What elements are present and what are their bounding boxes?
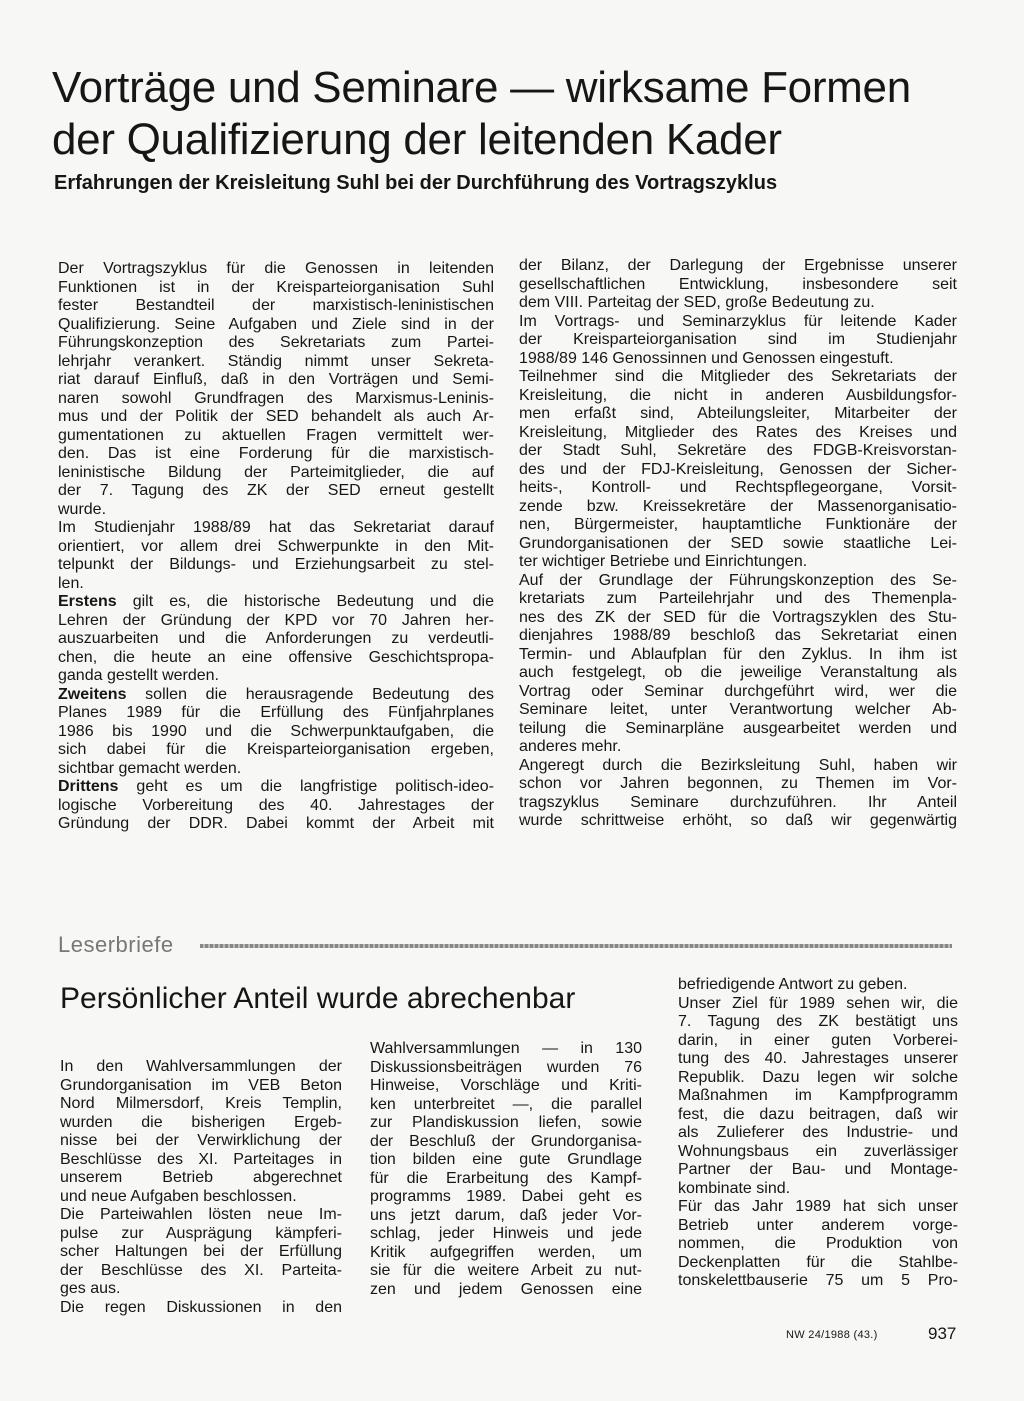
bold-lead-word: Drittens bbox=[58, 778, 119, 795]
text-line: Maßnahmen im Kampfprogramm bbox=[678, 1087, 958, 1104]
text-line: uns jetzt darum, daß jeder Vor- bbox=[370, 1206, 642, 1224]
text-line: Betrieb unter anderem vorge- bbox=[678, 1216, 958, 1234]
text-line: unserem Betrieb abgerechnet bbox=[60, 1169, 342, 1186]
text-line: fester Bestandteil der marxistisch-leninistischen bbox=[58, 297, 494, 314]
text-line: Im Studienjahr 1988/89 hat das Sekretariat darauf bbox=[58, 519, 494, 536]
text-line: dem VIII. Parteitag der SED, große Bedeutung zu. bbox=[519, 294, 875, 311]
text-line: Die Parteiwahlen lösten neue Im- bbox=[60, 1206, 342, 1223]
text-line: Für das Jahr 1989 hat sich unser bbox=[678, 1198, 958, 1215]
text-line: Grundorganisationen der SED sowie staatliche Lei- bbox=[519, 534, 957, 552]
text-line: men erfaßt sind, Abteilungsleiter, Mitarbeiter der bbox=[519, 405, 957, 422]
text-line bbox=[58, 686, 494, 705]
text-line: kombinate sind. bbox=[678, 1179, 791, 1197]
text-line: lehrjahr verankert. Ständig nimmt unser Sekreta- bbox=[58, 352, 494, 370]
text-line: Unser Ziel für 1989 sehen wir, die bbox=[678, 994, 958, 1012]
text-line: fest, die dazu beitragen, daß wir bbox=[678, 1105, 958, 1123]
text-line: ken unterbreitet —, die parallel bbox=[370, 1095, 642, 1113]
text-line: logische Vorbereitung des 40. Jahrestages der bbox=[58, 796, 494, 814]
text-line: 1986 bis 1990 und die Schwerpunktaufgaben, die bbox=[58, 722, 494, 740]
text-line: der Beschlüsse des XI. Parteita- bbox=[60, 1261, 342, 1279]
text-line: wurde. bbox=[58, 500, 107, 518]
text-line: Im Vortrags- und Seminarzyklus für leitende Kader bbox=[519, 312, 957, 330]
text-line: In den Wahlversammlungen der bbox=[60, 1058, 342, 1075]
text-line: Auf der Grundlage der Führungskonzeption des Se- bbox=[519, 571, 957, 589]
text-line: Die regen Diskussionen in den bbox=[60, 1298, 342, 1316]
text-line: der Bilanz, der Darlegung der Ergebnisse unserer bbox=[519, 257, 957, 274]
text-line: chen, die heute an eine offensive Geschichtspropa- bbox=[58, 648, 494, 666]
text-line: auszuarbeiten und die Anforderungen zu verdeutli- bbox=[58, 630, 494, 647]
text-line: teilung die Seminarpläne ausgearbeitet werden und bbox=[519, 719, 957, 737]
text-line: tragszyklus Seminare durchzuführen. Ihr Anteil bbox=[519, 793, 957, 811]
text-line: Republik. Dazu legen wir solche bbox=[678, 1068, 958, 1086]
text-line: für die Erarbeitung des Kampf- bbox=[370, 1169, 642, 1187]
text-line: Nord Milmersdorf, Kreis Templin, bbox=[60, 1095, 342, 1112]
article-column-1 bbox=[58, 260, 494, 834]
text-line: kretariats zum Parteilehrjahr und des Themenpla- bbox=[519, 590, 957, 607]
text-line: und neue Aufgaben beschlossen. bbox=[60, 1187, 297, 1205]
text-line: naren sowohl Grundfragen des Marxismus-Leninis- bbox=[58, 389, 494, 407]
text-line: zen und jedem Genossen eine bbox=[370, 1280, 642, 1298]
text-line: Teilnehmer sind die Mitglieder des Sekretariats der bbox=[519, 368, 957, 385]
text-line: der Stadt Suhl, Sekretäre des FDGB-Kreisvorstan- bbox=[519, 442, 957, 459]
text-line: sich dabei für die Kreisparteiorganisation ergeben, bbox=[58, 741, 494, 758]
text-line: nommen, die Produktion von bbox=[678, 1235, 958, 1252]
text-line: leninistische Bildung der Parteimitglieder, die auf bbox=[58, 463, 494, 481]
text-line: heits-, Kontroll- und Rechtspflegeorgane, Vorsit- bbox=[519, 479, 957, 496]
text-line: wurden die bisherigen Ergeb- bbox=[60, 1113, 342, 1131]
text-line: darin, in einer guten Vorberei- bbox=[678, 1031, 958, 1049]
text-line: der Beschluß der Grundorganisa- bbox=[370, 1132, 642, 1150]
text-line: 1988/89 146 Genossinnen und Genossen eingestuft. bbox=[519, 349, 894, 367]
title-line-2: der Qualifizierung der leitenden Kader bbox=[52, 115, 782, 164]
text-line: Gründung der DDR. Dabei kommt der Arbeit mit bbox=[58, 815, 494, 832]
text-line: telpunkt der Bildungs- und Erziehungsarbeit zu stel- bbox=[58, 556, 494, 573]
text-line bbox=[58, 593, 494, 612]
letter-column-3 bbox=[678, 976, 958, 1291]
text-line: Hinweise, Vorschläge und Kriti- bbox=[370, 1077, 642, 1094]
text-line: programms 1989. Dabei geht es bbox=[370, 1188, 642, 1205]
text-line: riat darauf Einfluß, daß in den Vorträgen und Semi- bbox=[58, 371, 494, 388]
bold-lead-word: Zweitens bbox=[58, 685, 127, 703]
text-line: zur Plandiskussion liefen, sowie bbox=[370, 1114, 642, 1131]
letter-column-1 bbox=[60, 1058, 342, 1317]
text-line: Qualifizierung. Seine Aufgaben und Ziele sind in der bbox=[58, 315, 494, 333]
text-line: Diskussionsbeiträgen wurden 76 bbox=[370, 1058, 642, 1076]
line-rest: gilt es, die historische Bedeutung und die bbox=[116, 593, 494, 610]
text-line: Termin- und Ablaufplan für den Zyklus. In ihm ist bbox=[519, 645, 957, 663]
text-line: len. bbox=[58, 574, 84, 592]
text-line: Führungskonzeption des Sekretariats zum Partei- bbox=[58, 334, 494, 351]
text-line: Kreisleitung, die nicht in anderen Ausbildungsfor- bbox=[519, 386, 957, 404]
text-line: schon vor Jahren begonnen, zu Themen im Vor- bbox=[519, 775, 957, 792]
letter-column-2 bbox=[370, 1040, 642, 1299]
text-line: ges aus. bbox=[60, 1280, 121, 1297]
text-line: der 7. Tagung des ZK der SED erneut gestellt bbox=[58, 482, 494, 499]
text-line: des und der FDJ-Kreisleitung, Genossen der Sicher- bbox=[519, 460, 957, 478]
text-line: mus und der Politik der SED behandelt als auch Ar- bbox=[58, 408, 494, 425]
text-line: als Zulieferer des Industrie- und bbox=[678, 1124, 958, 1141]
text-line: Seminare leitet, unter Verantwortung welcher Ab- bbox=[519, 701, 957, 718]
text-line: dienjahres 1988/89 beschloß das Sekretariat einen bbox=[519, 627, 957, 644]
text-line: schlag, jeder Hinweis und jede bbox=[370, 1225, 642, 1242]
text-line: Planes 1989 für die Erfüllung des Fünfjahrplanes bbox=[58, 704, 494, 721]
text-line: Der Vortragszyklus für die Genossen in leitenden bbox=[58, 260, 494, 277]
text-line: Wohnungsbaus ein zuverlässiger bbox=[678, 1142, 958, 1160]
text-line: sie für die weitere Arbeit zu nut- bbox=[370, 1262, 642, 1279]
text-line: nisse bei der Verwirklichung der bbox=[60, 1132, 342, 1149]
text-line: zende bzw. Kreissekretäre der Massenorganisatio- bbox=[519, 497, 957, 515]
text-line: nes des ZK der SED für die Vortragszyklen des Stu- bbox=[519, 608, 957, 626]
text-line: gesellschaftlichen Entwicklung, insbesondere seit bbox=[519, 275, 957, 293]
line-rest: geht es um die langfristige politisch-ideo- bbox=[118, 778, 494, 795]
article-title bbox=[52, 62, 952, 166]
text-line: scher Haltungen bei der Erfüllung bbox=[60, 1243, 342, 1260]
text-line: den. Das ist eine Forderung für die marxistisch- bbox=[58, 445, 494, 462]
title-line-1: Vorträge und Seminare — wirksame Formen bbox=[52, 63, 911, 112]
text-line bbox=[58, 778, 494, 797]
text-line: tion bilden eine gute Grundlage bbox=[370, 1151, 642, 1168]
text-line: ganda gestellt werden. bbox=[58, 667, 219, 684]
text-line: tonskelettbauserie 75 um 5 Pro- bbox=[678, 1272, 958, 1289]
line-rest: sollen die herausragende Bedeutung des bbox=[126, 685, 494, 703]
text-line: wurde schrittweise erhöht, so daß wir gegenwärtig bbox=[519, 812, 957, 829]
text-line: Vortrag oder Seminar durchgeführt wird, wer die bbox=[519, 682, 957, 700]
text-line: auch festgelegt, ob die jeweilige Veranstaltung als bbox=[519, 664, 957, 681]
text-line: Kritik aufgegriffen werden, um bbox=[370, 1243, 642, 1261]
footer-issue-reference: NW 24/1988 (43.) bbox=[786, 1329, 878, 1341]
text-line: Angeregt durch die Bezirksleitung Suhl, haben wir bbox=[519, 756, 957, 774]
text-line: 7. Tagung des ZK bestätigt uns bbox=[678, 1013, 958, 1030]
section-divider bbox=[200, 944, 952, 948]
text-line: sichtbar gemacht werden. bbox=[58, 759, 242, 777]
text-line: Wahlversammlungen — in 130 bbox=[370, 1040, 642, 1057]
text-line: Funktionen ist in der Kreisparteiorganisation Suhl bbox=[58, 278, 494, 296]
text-line: orientiert, vor allem drei Schwerpunkte in den Mit- bbox=[58, 537, 494, 555]
text-line: gumentationen zu aktuellen Fragen vermittelt wer- bbox=[58, 426, 494, 444]
article-column-2 bbox=[519, 257, 957, 831]
article-subtitle: Erfahrungen der Kreisleitung Suhl bei der Durchführung des Vortragszyklus bbox=[54, 172, 778, 194]
text-line: Beschlüsse des XI. Parteitages in bbox=[60, 1150, 342, 1168]
text-line: ter wichtiger Betriebe und Einrichtungen. bbox=[519, 553, 808, 570]
letter-title: Persönlicher Anteil wurde abrechenbar bbox=[60, 982, 576, 1015]
text-line: Deckenplatten für die Stahlbe- bbox=[678, 1253, 958, 1271]
text-line: der Kreisparteiorganisation sind im Studienjahr bbox=[519, 331, 957, 348]
text-line: Kreisleitung, Mitglieder des Rates des Kreises und bbox=[519, 423, 957, 441]
page-number: 937 bbox=[928, 1324, 957, 1343]
section-label-leserbriefe: Leserbriefe bbox=[58, 932, 174, 957]
text-line: Lehren der Gründung der KPD vor 70 Jahren her- bbox=[58, 611, 494, 629]
text-line: Partner der Bau- und Montage- bbox=[678, 1161, 958, 1178]
text-line: befriedigende Antwort zu geben. bbox=[678, 976, 908, 993]
text-line: anderes mehr. bbox=[519, 738, 622, 755]
text-line: tung des 40. Jahrestages unserer bbox=[678, 1050, 958, 1067]
text-line: pulse zur Ausprägung kämpferi- bbox=[60, 1224, 342, 1242]
bold-lead-word: Erstens bbox=[58, 593, 117, 610]
text-line: nen, Bürgermeister, hauptamtliche Funktionäre der bbox=[519, 516, 957, 533]
text-line: Grundorganisation im VEB Beton bbox=[60, 1076, 342, 1094]
